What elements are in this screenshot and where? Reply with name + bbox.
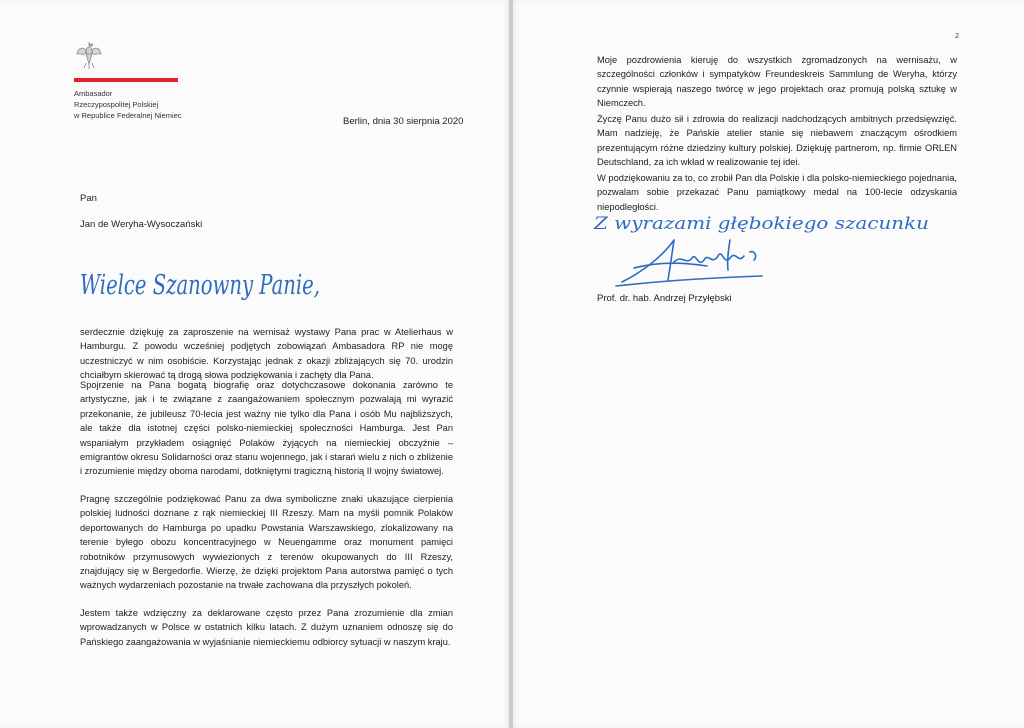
signature-icon — [612, 232, 787, 290]
sender-block — [74, 88, 182, 121]
body-paragraph: Życzę Panu dużo sił i zdrowia do realizacji nadchodzących ambitnych przedsięwzięć. Mam nadzieję, że Pańskie atelier stanie się niebawem znaczącym ośrodkiem prezentującym różne dziedziny kultury polskiej. Dziękuję partnerom, np. firmie ORLEN Deutschland, za ich wkład w realizowanie tej idei. — [597, 114, 957, 168]
recipient-salutation: Pan — [80, 193, 97, 204]
handwritten-greeting — [78, 250, 328, 312]
signer-name: Prof. dr. hab. Andrzej Przyłębski — [597, 293, 732, 304]
body-paragraph: Spojrzenie na Pana bogatą biografię oraz dotychczasowe dokonania zarówno te artystyczne, jak i te związane z zaangażowaniem społecznym pozwalają mi wyrazić przekonanie, że jubileusz 70-lecia jest ważny nie tylko dla Pana i osób Mu najbliższych, ale także dla istotnej części polsko-niemieckiej społeczności Hamburga. Jest Pan wspaniałym przykładem osiągnięć Polaków żyjących na niemieckiej obczyźnie – emigrantów okresu Solidarności oraz stanu wojennego, jak i starań wielu z nich o zbliżenie i zrozumienie między oboma narodami, dotkniętymi tragiczną historią II wojny światowej. — [80, 380, 453, 477]
body-paragraph: W podziękowaniu za to, co zrobił Pan dla Polskie i dla polsko-niemieckiego pojednania, pozwalam sobie przekazać Panu pamiątkowy medal na 100-lecie odzyskania niepodległości. — [597, 173, 957, 212]
letterhead-red-bar — [74, 78, 178, 82]
body-paragraph: Pragnę szczególnie podziękować Panu za dwa symboliczne znaki ukazujące cierpienia polskiej ludności doznane z rąk niemieckiej III Rzeszy. Mam na myśli pomnik Polaków deportowanych do Hamburga po upadku Powstania Warszawskiego, zlokalizowany na terenie byłego obozu koncentracyjnego w Neuengamme oraz monument pamięci robotników przymusowych wywiezionych z terenów okupowanych do III Rzeszy, znajdujący się w Bergedorfie. Wierzę, że dzięki projektom Pana autorstwa pamięć o tych ważnych wydarzeniach pozostanie na trwałe zachowana dla przyszłych pokoleń. — [80, 494, 453, 591]
letter-page-1 — [0, 0, 509, 728]
sender-line: Ambasador — [74, 89, 113, 98]
page-number: 2 — [955, 31, 960, 40]
letter-date: Berlin, dnia 30 sierpnia 2020 — [343, 116, 464, 127]
body-paragraph: serdecznie dziękuję za zaproszenie na wernisaż wystawy Pana prac w Atelierhaus w Hamburgu. Z powodu wcześniej podjętych zobowiązań Ambasadora RP nie mogę uczestniczyć w nim osobiście. Korzystając jednak z okazji zbliżających się 70. urodzin chciałbym skierować tą drogą słowa podziękowania i zachęty dla Pana. — [80, 327, 453, 381]
polish-eagle-icon — [76, 40, 102, 70]
closing-text: Z wyrazami głębokiego szacunku — [592, 214, 929, 234]
body-paragraph: Moje pozdrowienia kieruję do wszystkich zgromadzonych na wernisażu, w szczególności członków i sympatyków Freundeskreis Sammlung de Weryha, którzy czynnie wspierają naszego twórcę w jego projektach oraz promują polską sztukę w Niemczech. — [597, 55, 957, 109]
sender-line: w Republice Federalnej Niemiec — [74, 111, 182, 120]
sender-line: Rzeczypospolitej Polskiej — [74, 100, 159, 109]
body-paragraph: Jestem także wdzięczny za deklarowane często przez Pana zrozumienie dla zmian wprowadzanych w Polsce w ostatnich kilku latach. Z dużym uznaniem odnoszę się do Pańskiego zaangażowania w wyjaśnianie niemieckiemu odbiorcy sytuacji w naszym kraju. — [80, 608, 453, 647]
recipient-name: Jan de Weryha-Wysoczański — [80, 219, 203, 230]
greeting-text: Wielce Szanowny Panie, — [80, 270, 320, 301]
